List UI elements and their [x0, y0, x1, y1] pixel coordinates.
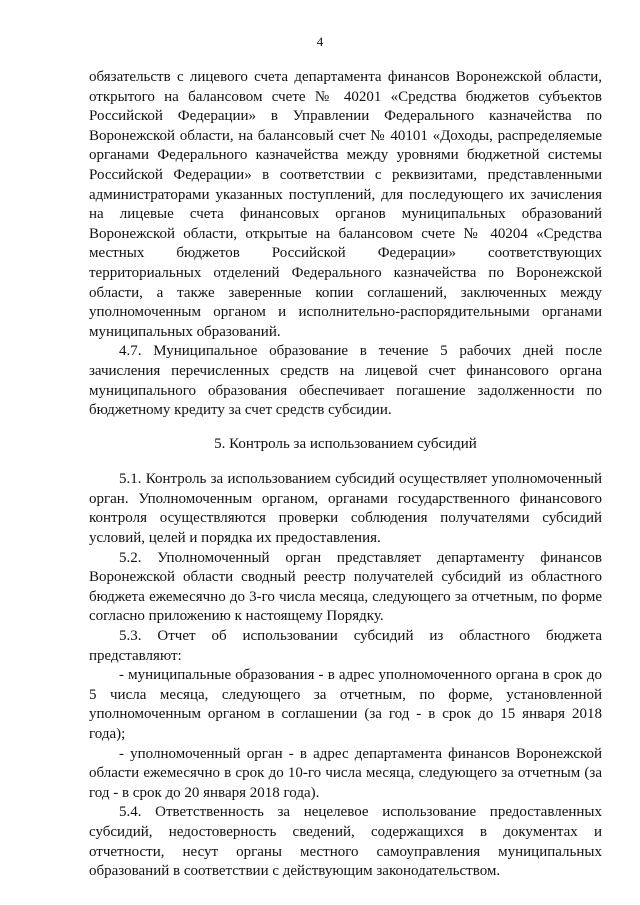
paragraph-5-3-item-municipal: - муниципальные образования - в адрес уполномоченного органа в срок до 5 числа месяца, следующего за отчетным, по форме, установленной уполномоченным органом в соглашении (за год - в срок до 15 января 2018 года); [89, 667, 602, 742]
paragraph-5-3: 5.3. Отчет об использовании субсидий из областного бюджета представляют: [89, 628, 602, 664]
document-body [89, 68, 602, 882]
paragraph-4-7: 4.7. Муниципальное образование в течение 5 рабочих дней после зачисления перечисленных средств на лицевой счет финансового органа муниципального образования обеспечивает погашение задолженности по бюджетному кредиту за счет средств субсидии. [89, 343, 602, 419]
paragraph-5-2: 5.2. Уполномоченный орган представляет департаменту финансов Воронежской области сводный реестр получателей субсидий из областного бюджета ежемесячно до 3-го числа месяца, следующего за отчетным, по форме согласно приложению к настоящему Порядку. [89, 549, 602, 625]
paragraph-continuation: обязательств с лицевого счета департамента финансов Воронежской области, открытого на балансовом счете № 40201 «Средства бюджетов субъектов Российской Федерации» в Управлении Федерального казначейства по Воронежской области, на балансовый счет № 40101 «Доходы, распределяемые органами Федерального казначейства между уровнями бюджетной системы Российской Федерации» в соответствии с реквизитами, представленными администраторами указанных поступлений, для последующего их зачисления на лицевые счета финансовых органов муниципальных образований Воронежской области, открытые на балансовом счете № 40204 «Средства местных бюджетов Российской Федерации» соответствующих территориальных отделений Федерального казначейства по Воронежской области, а также заверенные копии соглашений, заключенных между уполномоченным органом и исполнительно-распорядительными органами муниципальных образований. [89, 69, 602, 340]
paragraph-5-4: 5.4. Ответственность за нецелевое использование предоставленных субсидий, недостоверность сведений, содержащихся в документах и отчетности, несут органы местного самоуправления муниципальных образований в соответствии с действующим законодательством. [89, 804, 602, 880]
section-heading-5: 5. Контроль за использованием субсидий [214, 435, 477, 452]
paragraph-5-3-item-authorized-body: - уполномоченный орган - в адрес департамента финансов Воронежской области ежемесячно в срок до 10-го числа месяца, следующего за отчетным (за год - в срок до 20 января 2018 года). [89, 745, 602, 801]
page-number: 4 [316, 34, 324, 49]
paragraph-5-1: 5.1. Контроль за использованием субсидий осуществляет уполномоченный орган. Уполномоченным органом, органами государственного финансового контроля осуществляются проверки соблюдения получателями субсидий условий, целей и порядка их предоставления. [89, 471, 602, 547]
